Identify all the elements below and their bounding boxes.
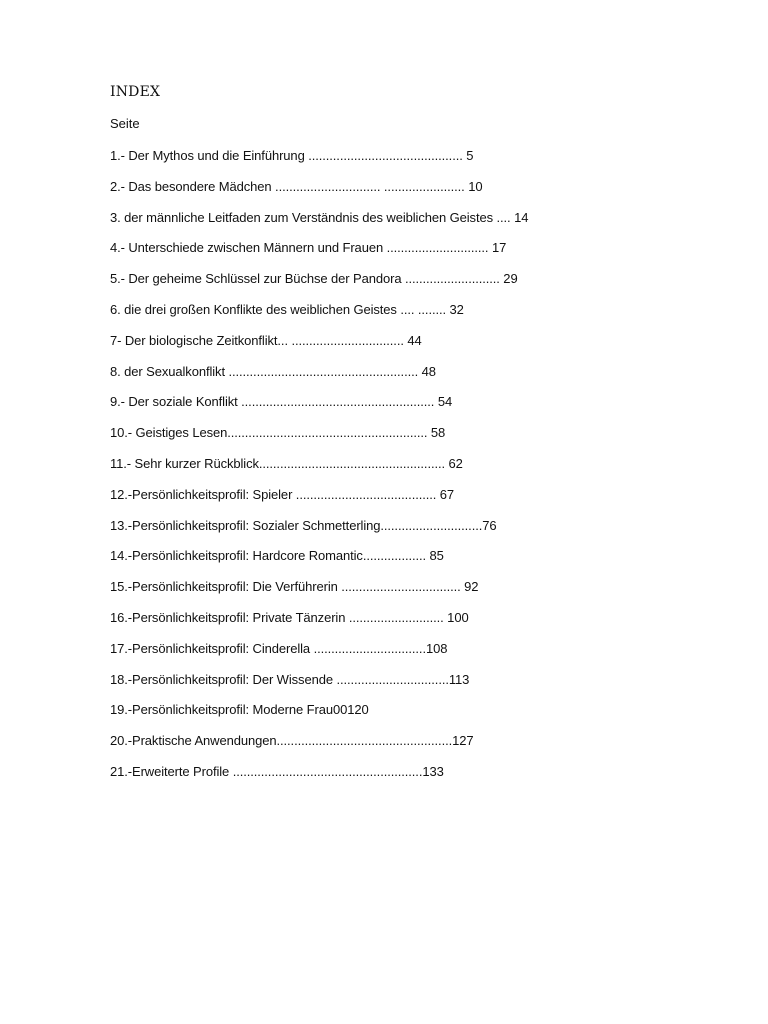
toc-entry: 14.-Persönlichkeitsprofil: Hardcore Romantic.................. 85 <box>110 548 444 564</box>
toc-entry: 16.-Persönlichkeitsprofil: Private Tänzerin ........................... 100 <box>110 609 469 625</box>
toc-entry: 20.-Praktische Anwendungen..................................................127 <box>110 733 474 749</box>
toc-entry: 15.-Persönlichkeitsprofil: Die Verführerin .................................. 92 <box>110 579 479 595</box>
toc-entry: 7- Der biologische Zeitkonflikt... ................................ 44 <box>110 332 422 348</box>
toc-entry: 21.-Erweiterte Profile ......................................................133 <box>110 763 444 779</box>
toc-entry: 19.-Persönlichkeitsprofil: Moderne Frau00120 <box>110 702 369 718</box>
toc-entry: 10.- Geistiges Lesen......................................................... 58 <box>110 425 446 441</box>
toc-entry: 1.- Der Mythos und die Einführung ............................................ 5 <box>110 148 474 163</box>
toc-entry: 13.-Persönlichkeitsprofil: Sozialer Schmetterling.............................76 <box>110 517 497 533</box>
toc-entry: 4.- Unterschiede zwischen Männern und Frauen ............................. 17 <box>110 240 507 256</box>
toc-entry: 12.-Persönlichkeitsprofil: Spieler ........................................ 67 <box>110 486 455 502</box>
page-column-label: Seite <box>110 116 140 131</box>
toc-entry: 9.- Der soziale Konflikt ....................................................... 54 <box>110 394 453 410</box>
toc-entry: 18.-Persönlichkeitsprofil: Der Wissende ................................113 <box>110 671 470 687</box>
toc-entry: 3. der männliche Leitfaden zum Verständnis des weiblichen Geistes .... 14 <box>110 209 529 225</box>
index-title: INDEX <box>110 84 161 100</box>
toc-entry: 11.- Sehr kurzer Rückblick..................................................... 62 <box>110 455 463 471</box>
toc-entry: 6. die drei großen Konflikte des weiblichen Geistes .... ........ 32 <box>110 301 464 317</box>
toc-entry: 5.- Der geheime Schlüssel zur Büchse der Pandora ........................... 29 <box>110 271 518 287</box>
table-of-contents <box>110 147 670 794</box>
toc-entry: 8. der Sexualkonflikt ...................................................... 48 <box>110 363 436 379</box>
toc-entry: 2.- Das besondere Mädchen .............................. ....................... 10 <box>110 178 483 194</box>
toc-entry: 17.-Persönlichkeitsprofil: Cinderella ................................108 <box>110 640 448 656</box>
